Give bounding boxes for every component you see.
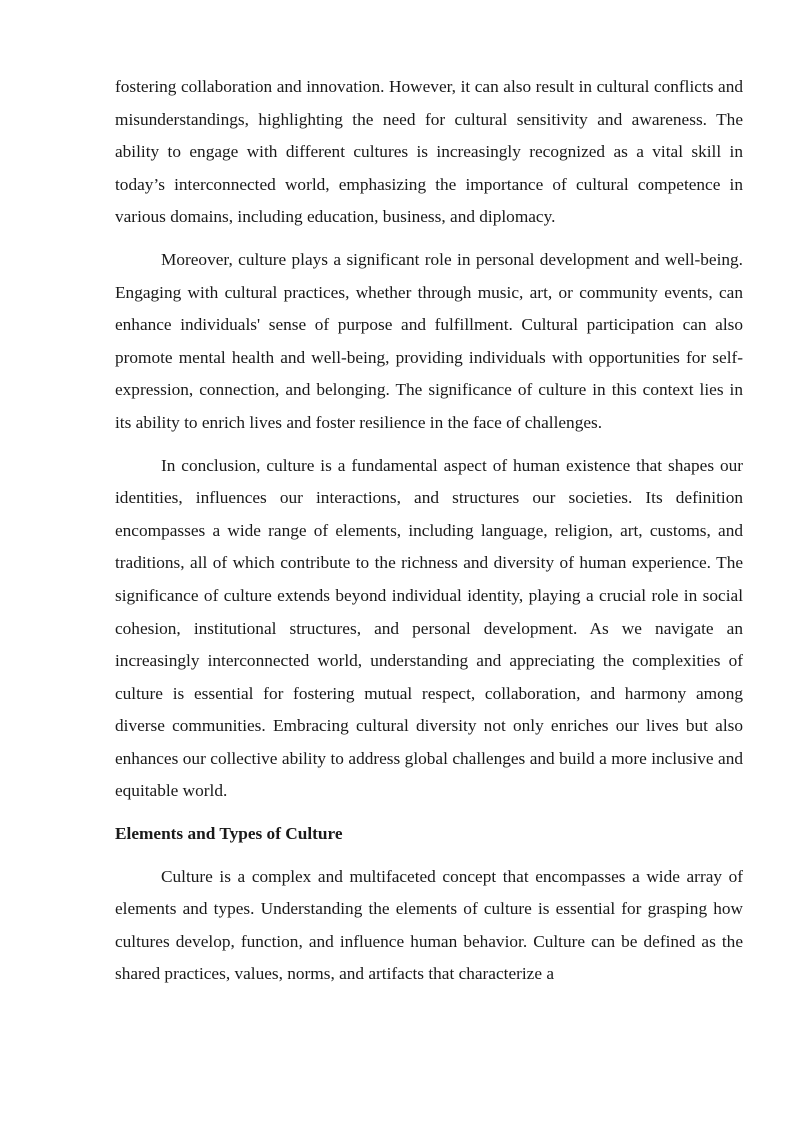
section-heading: Elements and Types of Culture [115,824,343,844]
document-body [115,71,743,1001]
paragraph-personal-development: Moreover, culture plays a significant role in personal development and well-being. Engaging with cultural practices, whether through music, art, or community events, can enhance individuals' sense of purpose and fulfillment. Cultural participation can also promote mental health and well-being, providing individuals with opportunities for self-expression, connection, and belonging. The significance of culture in this context lies in its ability to enrich lives and foster resilience in the face of challenges. [115,249,743,432]
paragraph-elements-intro: Culture is a complex and multifaceted concept that encompasses a wide array of elements and types. Understanding the elements of culture is essential for grasping how cultures develop, function, and influence human behavior. Culture can be defined as the shared practices, values, norms, and artifacts that characterize a [115,866,743,984]
paragraph-continuation: fostering collaboration and innovation. However, it can also result in cultural conflicts and misunderstandings, highlighting the need for cultural sensitivity and awareness. The ability to engage with different cultures is increasingly recognized as a vital skill in today’s interconnected world, emphasizing the importance of cultural competence in various domains, including education, business, and diplomacy. [115,77,743,227]
paragraph-conclusion: In conclusion, culture is a fundamental aspect of human existence that shapes our identities, influences our interactions, and structures our societies. Its definition encompasses a wide range of elements, including language, religion, art, customs, and traditions, all of which contribute to the richness and diversity of human experience. The significance of culture extends beyond individual identity, playing a crucial role in social cohesion, institutional structures, and personal development. As we navigate an increasingly interconnected world, understanding and appreciating the complexities of culture is essential for fostering mutual respect, collaboration, and harmony among diverse communities. Embracing cultural diversity not only enriches our lives but also enhances our collective ability to address global challenges and build a more inclusive and equitable world. [115,455,743,801]
